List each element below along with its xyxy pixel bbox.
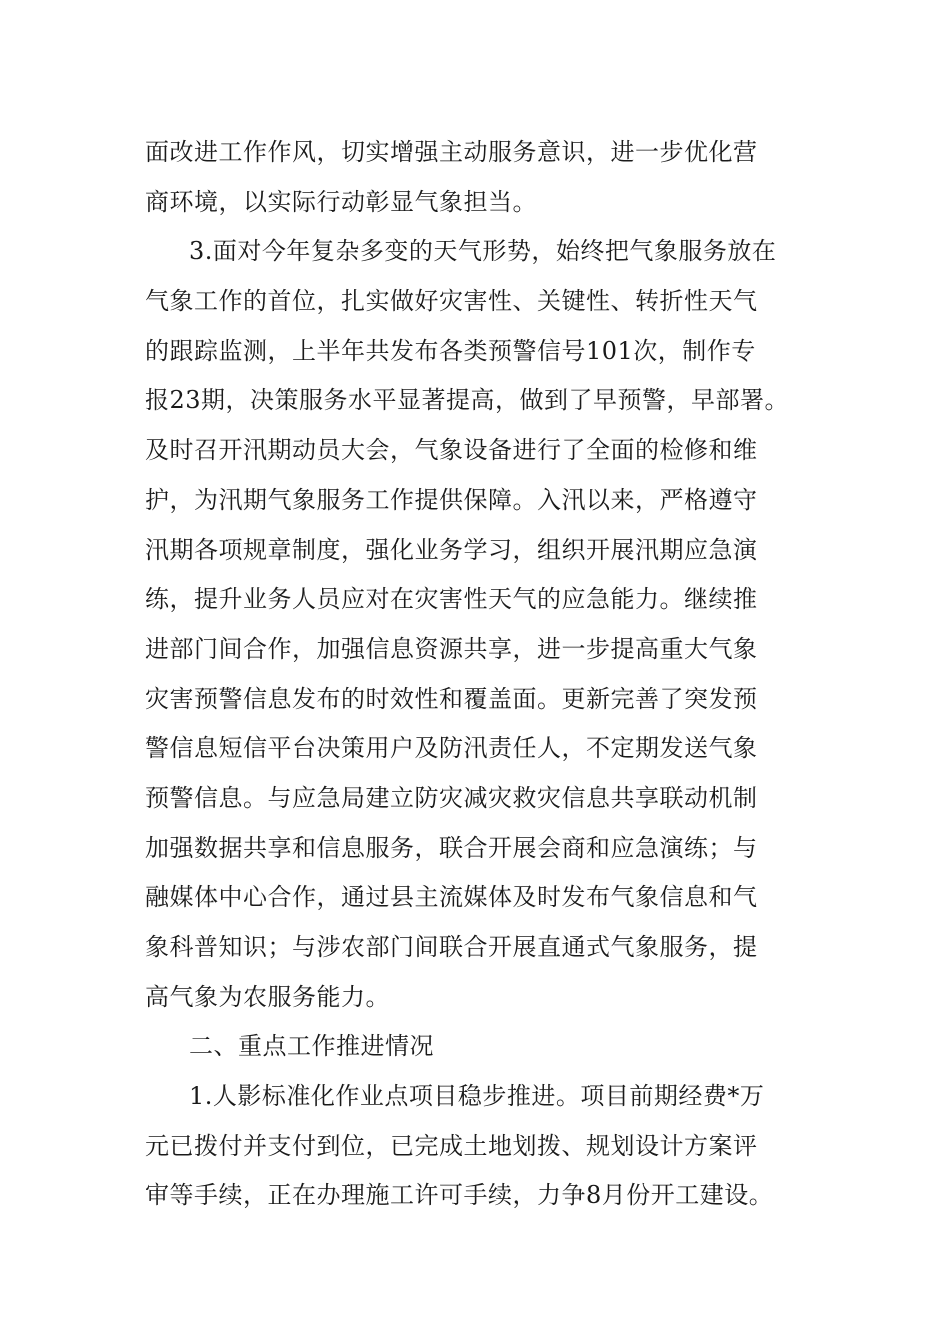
text-line: 及时召开汛期动员大会，气象设备进行了全面的检修和维 bbox=[145, 436, 758, 465]
text-line: 预警信息。与应急局建立防灾减灾救灾信息共享联动机制 bbox=[145, 783, 758, 812]
text-line: 警信息短信平台决策用户及防汛责任人，不定期发送气象 bbox=[145, 734, 758, 763]
text-line: 汛期各项规章制度，强化业务学习，组织开展汛期应急演 bbox=[145, 535, 758, 564]
text-line: 象科普知识；与涉农部门间联合开展直通式气象服务，提 bbox=[145, 933, 758, 961]
text-line: 元已拨付并支付到位，已完成土地划拨、规划设计方案评 bbox=[145, 1131, 758, 1160]
text-line: 审等手续，正在办理施工许可手续，力争8月份开工建设。 bbox=[145, 1181, 774, 1210]
text-line: 护，为汛期气象服务工作提供保障。入汛以来，严格遵守 bbox=[145, 485, 758, 514]
text-line: 融媒体中心合作，通过县主流媒体及时发布气象信息和气 bbox=[145, 883, 758, 912]
text-line: 商环境，以实际行动彰显气象担当。 bbox=[145, 187, 537, 216]
text-line: 二、重点工作推进情况 bbox=[189, 1032, 434, 1061]
text-line: 的跟踪监测，上半年共发布各类预警信号101次，制作专 bbox=[145, 336, 756, 365]
text-line: 报23期，决策服务水平显著提高，做到了早预警，早部署。 bbox=[145, 386, 790, 415]
text-line: 3.面对今年复杂多变的天气形势，始终把气象服务放在 bbox=[189, 237, 777, 266]
text-line: 加强数据共享和信息服务，联合开展会商和应急演练；与 bbox=[145, 833, 758, 862]
text-line: 进部门间合作，加强信息资源共享，进一步提高重大气象 bbox=[145, 634, 758, 663]
text-line: 面改进工作作风，切实增强主动服务意识，进一步优化营 bbox=[145, 138, 758, 166]
text-line: 气象工作的首位，扎实做好灾害性、关键性、转折性天气 bbox=[145, 287, 758, 316]
text-line: 高气象为农服务能力。 bbox=[145, 982, 390, 1011]
text-line: 1.人影标准化作业点项目稳步推进。项目前期经费*万 bbox=[189, 1082, 765, 1111]
document-body bbox=[145, 128, 835, 1221]
text-line: 练，提升业务人员应对在灾害性天气的应急能力。继续推 bbox=[145, 585, 758, 614]
text-line: 灾害预警信息发布的时效性和覆盖面。更新完善了突发预 bbox=[145, 684, 758, 713]
